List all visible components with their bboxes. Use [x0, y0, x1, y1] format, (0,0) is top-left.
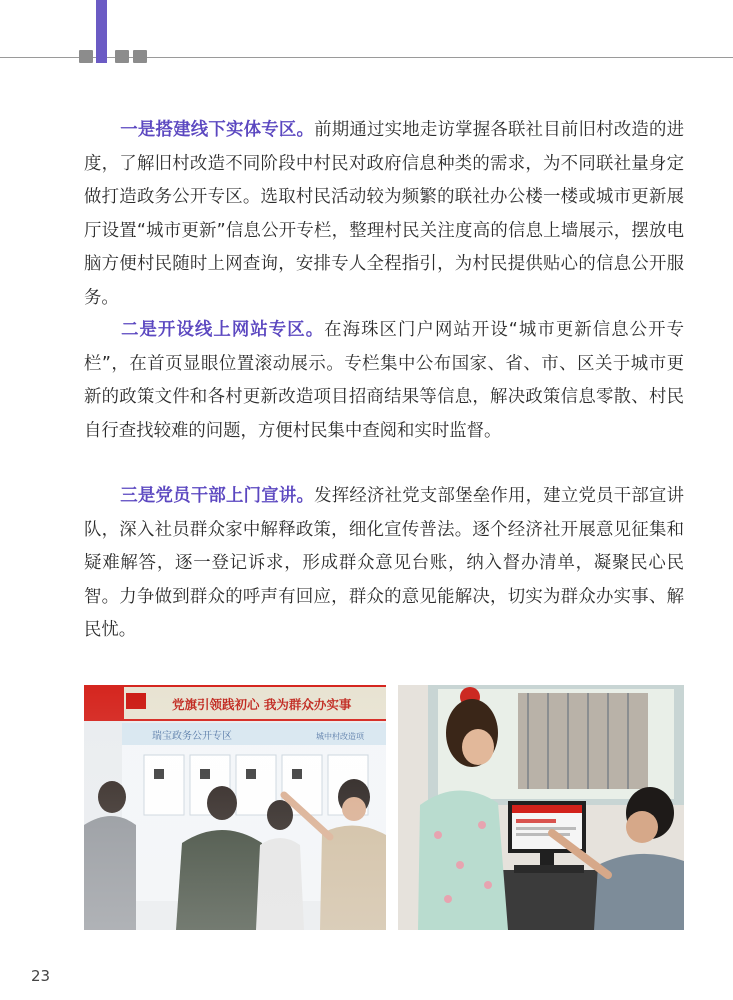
header-square-2 [115, 50, 129, 63]
page-number: 23 [31, 967, 51, 985]
header-square-3 [133, 50, 147, 63]
photo-info-board [84, 685, 386, 930]
paragraph-2-body: 在海珠区门户网站开设“城市更新信息公开专栏”，在首页显眼位置滚动展示。专栏集中公布国家、省、市、区关于城市更新的政策文件和各村更新改造项目招商结果等信息，解决政策信息零散、村民自行查找较难的问题，方便村民集中查阅和实时监督。 [84, 320, 684, 441]
paragraph-1-body: 前期通过实地走访掌握各联社目前旧村改造的进度，了解旧村改造不同阶段中村民对政府信息种类的需求，为不同联社量身定做打造政务公开专区。选取村民活动较为频繁的联社办公楼一楼或城市更新展厅设置“城市更新”信息公开专栏，整理村民关注度高的信息上墙展示，摆放电脑方便村民随时上网查询，安排专人全程指引，为村民提供贴心的信息公开服务。 [84, 120, 684, 308]
photo-computer-kiosk [398, 685, 684, 930]
paragraph-1 [84, 114, 684, 315]
paragraph-3-lead: 三是党员干部上门宣讲。 [120, 486, 315, 506]
header-square-1 [79, 50, 93, 63]
header-accent-bar [96, 0, 107, 63]
paragraph-2-lead: 二是开设线上网站专区。 [120, 320, 325, 340]
paragraph-2 [84, 314, 684, 448]
paragraph-3 [84, 480, 684, 648]
header-rule [0, 57, 733, 58]
paragraph-3-body: 发挥经济社党支部堡垒作用，建立党员干部宣讲队，深入社员群众家中解释政策，细化宣传普法。逐个经济社开展意见征集和疑难解答，逐一登记诉求，形成群众意见台账，纳入督办清单，凝聚民心民智。力争做到群众的呼声有回应，群众的意见能解决，切实为群众办实事、解民忧。 [84, 486, 684, 640]
paragraph-1-lead: 一是搭建线下实体专区。 [120, 120, 315, 140]
